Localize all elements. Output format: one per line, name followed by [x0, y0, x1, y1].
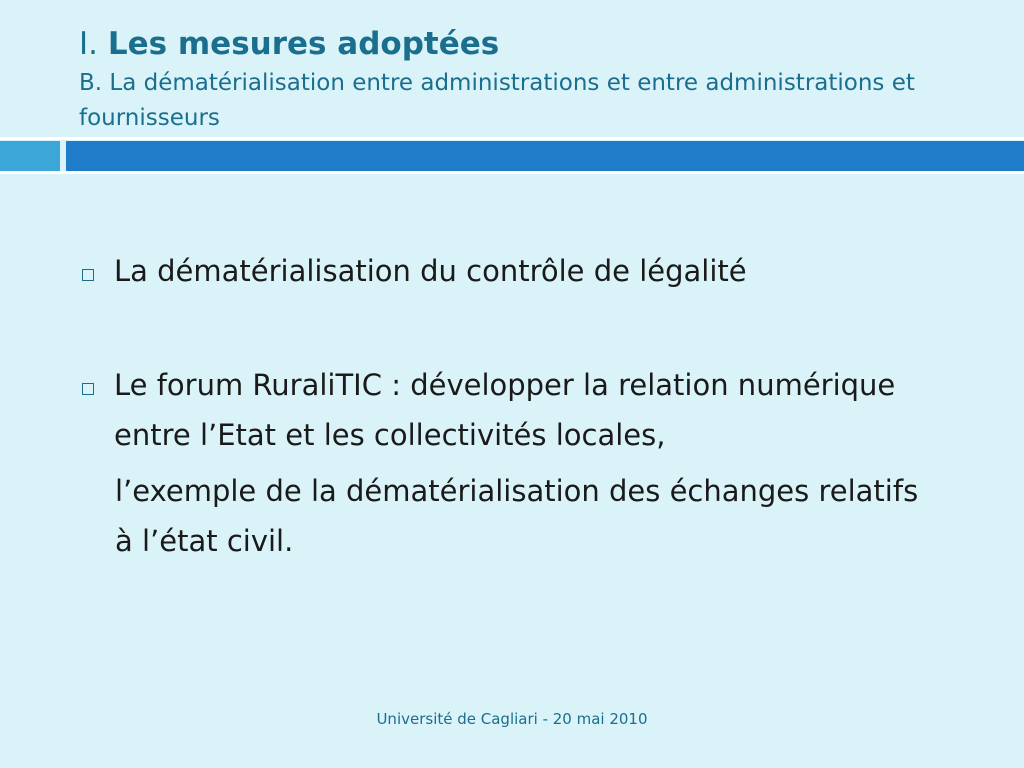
slide-title-block — [79, 22, 999, 136]
bullet-text: La dématérialisation du contrôle de légalité — [114, 254, 747, 288]
square-bullet-icon — [82, 269, 94, 281]
title-bar-right — [66, 141, 1024, 171]
square-bullet-icon — [82, 383, 94, 395]
slide-title — [79, 22, 999, 66]
title-bar-left — [0, 141, 60, 171]
bullet-continuation: l’exemple de la dématérialisation des échanges relatifs à l’état civil. — [115, 474, 919, 558]
slide-footer: Université de Cagliari - 20 mai 2010 — [376, 710, 648, 728]
bullet-text: Le forum RuraliTIC : développer la relation numérique entre l’Etat et les collectivités locales, — [114, 368, 896, 452]
title-prefix: I. — [79, 26, 98, 62]
slide-content — [82, 246, 932, 566]
slide-subtitle: B. La dématérialisation entre administrations et entre administrations et fournisseurs — [79, 70, 915, 131]
divider-line-top — [0, 137, 1024, 140]
divider-line-bottom — [0, 171, 1024, 174]
bullet-item — [82, 246, 932, 296]
bullet-item — [82, 360, 932, 460]
title-main: Les mesures adoptées — [107, 26, 500, 62]
